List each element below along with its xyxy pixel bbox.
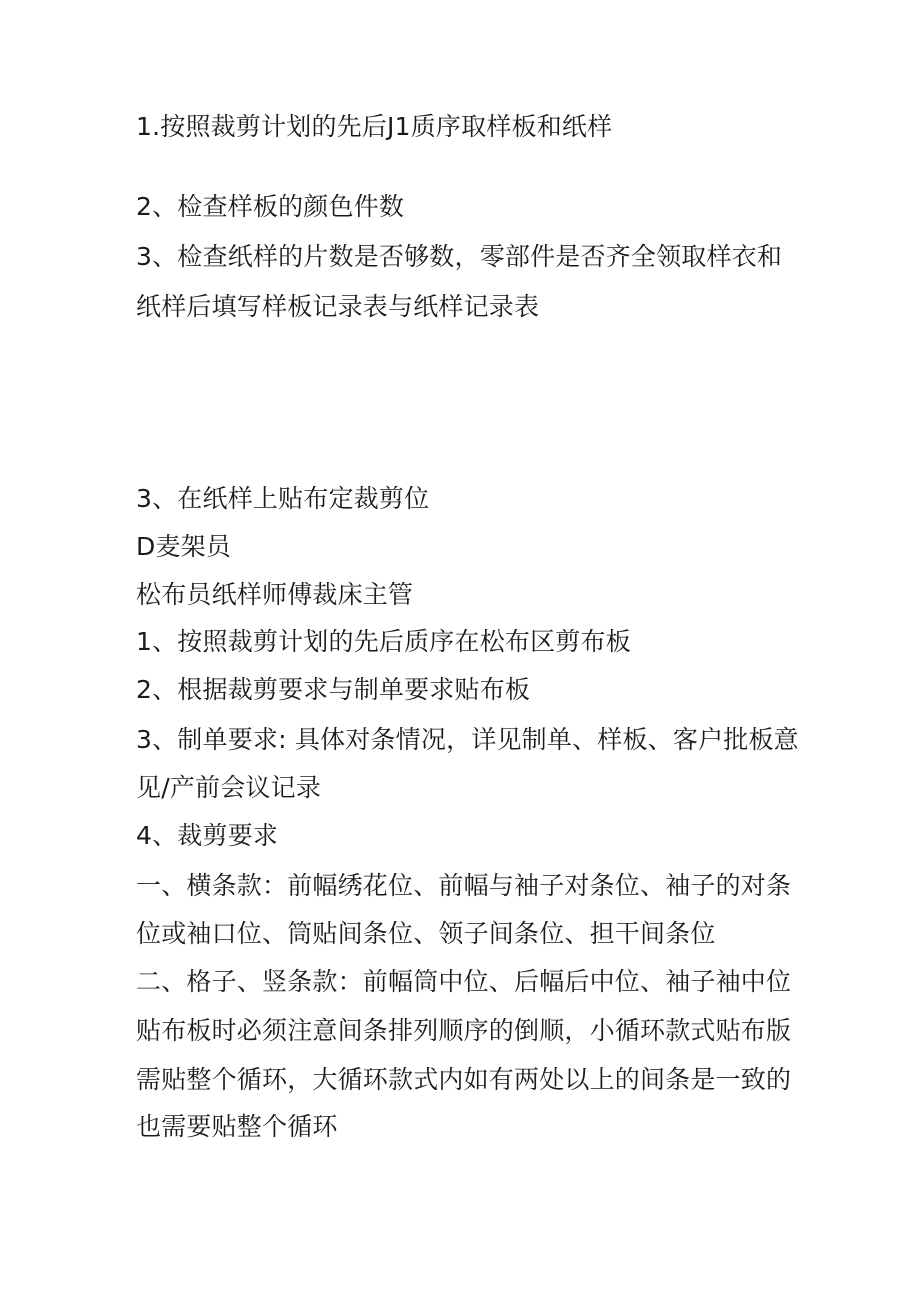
text-line-cycle-note: 需贴整个循环，大循环款式内如有两处以上的间条是一致的	[136, 1065, 792, 1094]
text-line-horizontal-stripes-continued: 位或袖口位、筒贴间条位、领子间条位、担干间条位	[136, 919, 716, 948]
text-line-stripe-order-note: 贴布板时必须注意间条排列顺序的倒顺，小循环款式贴布版	[136, 1016, 792, 1045]
text-line-step-1-take-samples: 1.按照裁剪计划的先后J1质序取样板和纸样	[136, 112, 613, 141]
text-line-step-2-check-colors: 2、检查样板的颜色件数	[136, 192, 405, 221]
text-line-role-heading: D麦架员	[136, 532, 232, 561]
text-line-horizontal-stripes: 一、横条款：前幅绣花位、前幅与袖子对条位、袖子的对条	[136, 871, 792, 900]
text-line-cut-step-2: 2、根据裁剪要求与制单要求贴布板	[136, 675, 531, 704]
text-line-roles-list: 松布员纸样师傅裁床主管	[136, 580, 414, 609]
text-line-step-3-continued: 纸样后填写样板记录表与纸样记录表	[136, 292, 540, 321]
text-line-step-3-paste-fabric: 3、在纸样上贴布定裁剪位	[136, 484, 430, 513]
text-line-cut-step-3: 3、制单要求: 具体对条情况，详见制单、样板、客户批板意	[136, 725, 799, 754]
text-line-cut-step-4: 4、裁剪要求	[136, 821, 279, 850]
text-line-cut-step-3-continued: 见/产前会议记录	[136, 773, 322, 802]
text-line-cut-step-1: 1、按照裁剪计划的先后质序在松布区剪布板	[136, 627, 631, 656]
text-line-cycle-note-continued: 也需要贴整个循环	[136, 1112, 338, 1141]
text-line-checks-vertical-stripes: 二、格子、竖条款：前幅筒中位、后幅后中位、袖子袖中位	[136, 967, 792, 996]
text-line-step-3-check-pieces: 3、检查纸样的片数是否够数，零部件是否齐全领取样衣和	[136, 242, 783, 271]
